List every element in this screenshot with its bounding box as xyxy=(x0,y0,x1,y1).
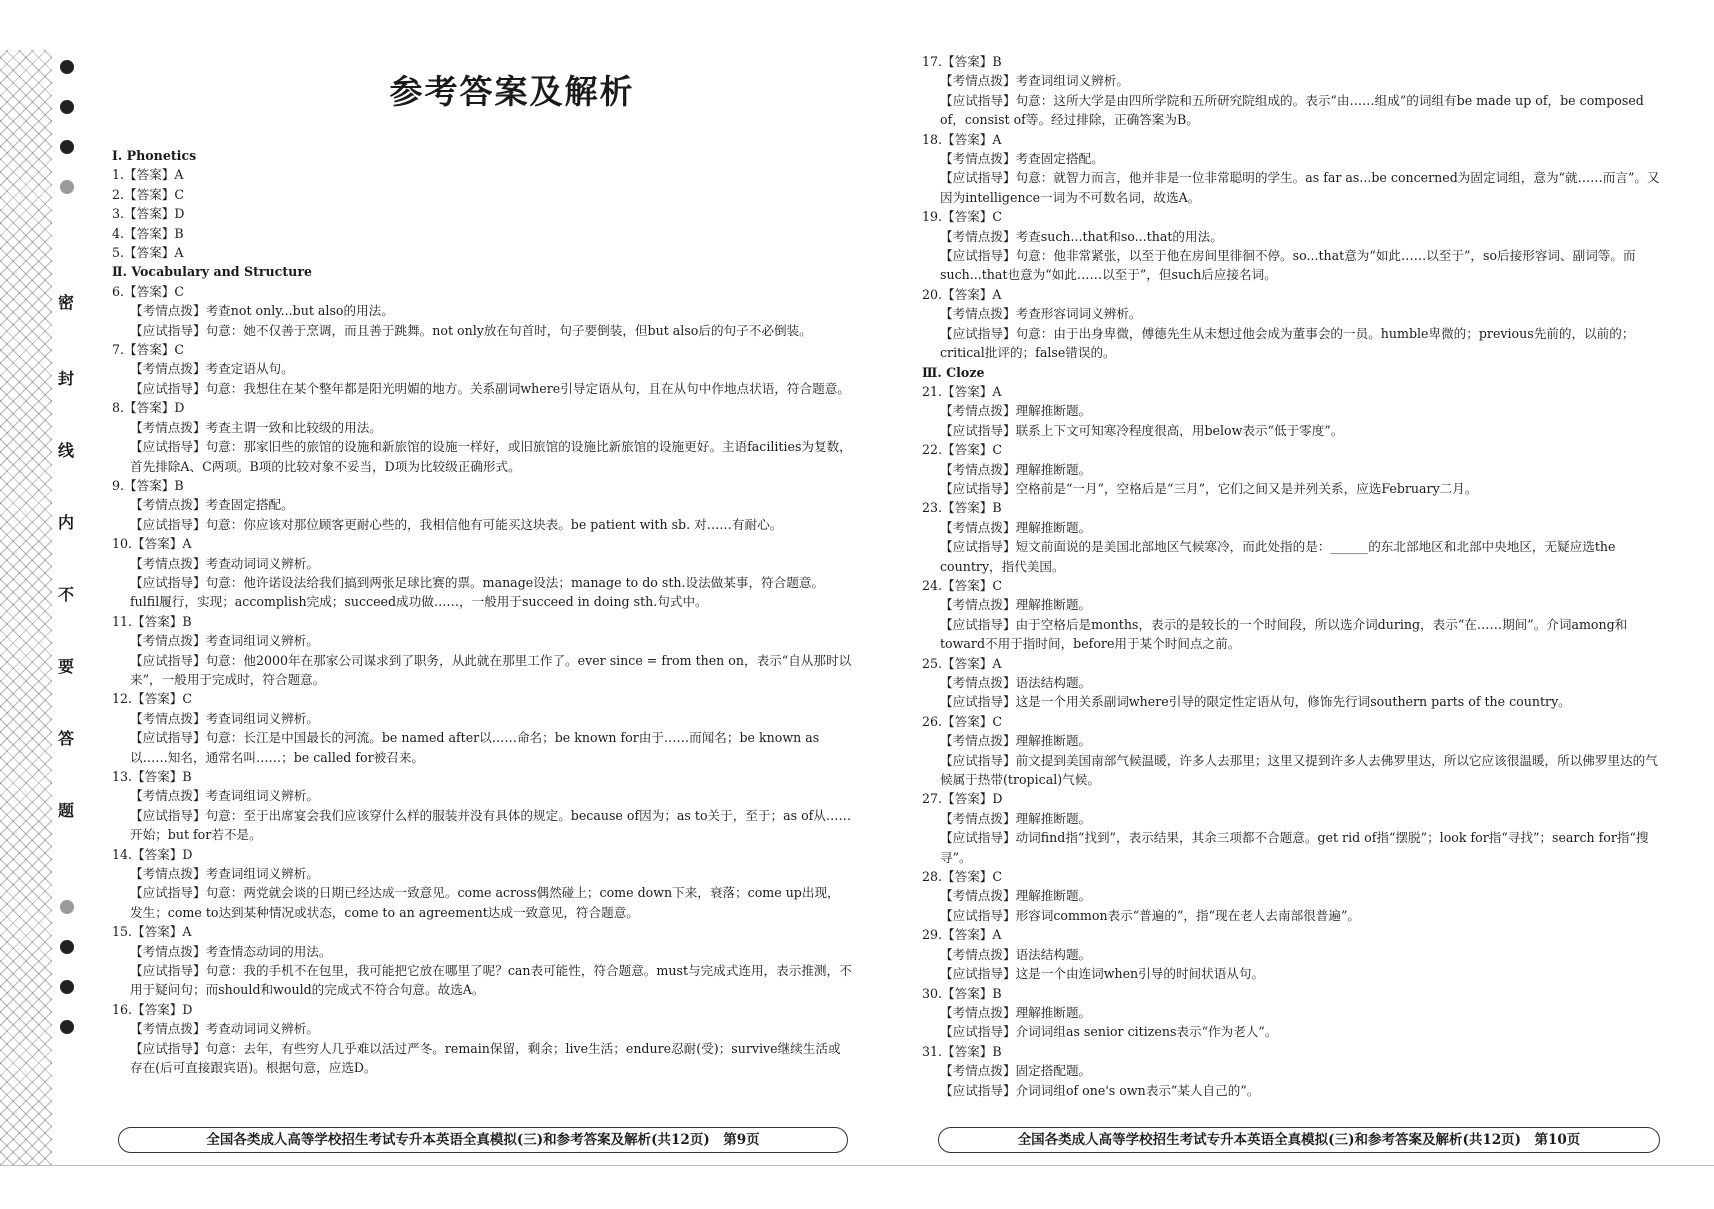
left-answer-list xyxy=(112,146,852,1078)
answer-line: 19.【答案】C xyxy=(922,209,1003,225)
explanation-line: 【应试指导】短文前面说的是美国北部地区气候寒冷，而此处指的是：______的东北部地区和北部中央地区，无疑应选the country，指代美国。 xyxy=(940,539,1616,574)
answer-line: 16.【答案】D xyxy=(112,1001,193,1017)
explanation-line: 【应试指导】句意：至于出席宴会我们应该穿什么样的服装并没有具体的规定。because of因为；as to关于，至于；as of从……开始；but for若不是。 xyxy=(130,807,852,843)
explanation-line: 【考情点拨】理解推断题。 xyxy=(940,733,1092,749)
explanation-line: 【应试指导】前文提到美国南部气候温暖，许多人去那里；这里又提到许多人去佛罗里达，所以它应该很温暖，所以佛罗里达的气候属于热带(tropical)气候。 xyxy=(940,752,1658,788)
section-heading: Ⅰ. Phonetics xyxy=(112,148,197,163)
explanation-line: 【应试指导】句意：两党就会谈的日期已经达成一致意见。come across偶然碰上；come down下来，衰落；come up出现，发生；come to达到某种情况或状态，come to an agreement达成一致意见，符合题意。 xyxy=(130,885,840,920)
answer-line: 7.【答案】C xyxy=(112,342,185,358)
explanation-line: 【应试指导】句意：她不仅善于烹调，而且善于跳舞。not only放在句首时，句子要倒装，但but also后的句子不必倒装。 xyxy=(130,322,812,338)
binding-hole-icon xyxy=(60,980,74,994)
explanation-line: 【应试指导】句意：去年，有些穷人几乎难以活过严冬。remain保留，剩余；live生活；endure忍耐(受)；survive继续生活或存在(后可直接跟宾语)。根据句意，应选D。 xyxy=(130,1040,841,1076)
section-heading: Ⅱ. Vocabulary and Structure xyxy=(112,264,312,280)
explanation-line: 【应试指导】介词词组as senior citizens表示“作为老人”。 xyxy=(940,1024,1278,1040)
answer-line: 6.【答案】C xyxy=(112,283,185,299)
answer-line: 20.【答案】A xyxy=(922,286,1002,302)
explanation-line: 【考情点拨】考查such...that和so...that的用法。 xyxy=(940,228,1223,244)
explanation-line: 【考情点拨】考查情态动词的用法。 xyxy=(130,943,332,959)
answer-line: 27.【答案】D xyxy=(922,791,1003,807)
explanation-line: 【应试指导】形容词common表示“普遍的”，指“现在老人去南部很普遍”。 xyxy=(940,907,1360,923)
explanation-line: 【考情点拨】考查词组词义辨析。 xyxy=(130,866,319,882)
explanation-line: 【应试指导】句意：由于出身卑微，傅德先生从未想过他会成为董事会的一员。humble卑微的；previous先前的，以前的；critical批评的；false错误的。 xyxy=(940,325,1635,361)
footer-left: 全国各类成人高等学校招生考试专升本英语全真模拟(三)和参考答案及解析(共12页) 第9页 xyxy=(118,1127,848,1153)
answer-line: 1.【答案】A xyxy=(112,167,184,183)
explanation-line: 【应试指导】句意：他2000年在那家公司谋求到了职务，从此就在那里工作了。ever since = from then on，表示“自从那时以来”，一般用于完成时，符合题意。 xyxy=(130,652,852,687)
answer-line: 9.【答案】B xyxy=(112,477,184,493)
explanation-line: 【考情点拨】理解推断题。 xyxy=(940,597,1092,613)
answer-line: 8.【答案】D xyxy=(112,400,185,416)
answer-line: 22.【答案】C xyxy=(922,442,1003,458)
explanation-line: 【应试指导】空格前是“一月”，空格后是“三月”，它们之间又是并列关系，应选February二月。 xyxy=(940,480,1478,496)
explanation-line: 【考情点拨】理解推断题。 xyxy=(940,1004,1092,1020)
answer-line: 5.【答案】A xyxy=(112,245,184,261)
answer-line: 26.【答案】C xyxy=(922,713,1003,729)
binding-hole-icon xyxy=(60,940,74,954)
answer-line: 3.【答案】D xyxy=(112,206,185,222)
answer-line: 31.【答案】B xyxy=(922,1043,1002,1059)
left-page xyxy=(112,0,852,1078)
answer-line: 18.【答案】A xyxy=(922,131,1002,147)
seal-line xyxy=(52,50,100,1165)
explanation-line: 【考情点拨】考查not only...but also的用法。 xyxy=(130,303,394,319)
explanation-line: 【考情点拨】考查形容词词义辨析。 xyxy=(940,306,1142,322)
explanation-line: 【考情点拨】理解推断题。 xyxy=(940,461,1092,477)
answer-line: 15.【答案】A xyxy=(112,924,192,940)
explanation-line: 【考情点拨】语法结构题。 xyxy=(940,946,1092,962)
explanation-line: 【应试指导】句意：他许诺设法给我们搞到两张足球比赛的票。manage设法；manage to do sth.设法做某事，符合题意。fulfil履行，实现；accomplish完成；succeed成功做……，一般用于succeed in doing sth.句式中。 xyxy=(130,574,825,610)
seal-character: 不 xyxy=(58,585,75,604)
explanation-line: 【应试指导】这是一个用关系副词where引导的限定性定语从句，修饰先行词southern parts of the country。 xyxy=(940,694,1571,710)
explanation-line: 【考情点拨】语法结构题。 xyxy=(940,675,1092,690)
explanation-line: 【应试指导】句意：我的手机不在包里，我可能把它放在哪里了呢？can表可能性，符合题意。must与完成式连用，表示推测，不用于疑问句；而should和would的完成式不符合句意。故选A。 xyxy=(130,963,852,998)
explanation-line: 【考情点拨】考查词组词义辨析。 xyxy=(940,73,1129,89)
explanation-line: 【考情点拨】考查词组词义辨析。 xyxy=(130,633,319,649)
answer-line: 14.【答案】D xyxy=(112,846,193,862)
explanation-line: 【考情点拨】理解推断题。 xyxy=(940,519,1092,535)
answer-line: 25.【答案】A xyxy=(922,655,1002,671)
explanation-line: 【应试指导】句意：你应该对那位顾客更耐心些的，我相信他有可能买这块表。be patient with sb. 对……有耐心。 xyxy=(130,516,783,532)
binding-hole-icon xyxy=(60,60,74,74)
seal-character: 内 xyxy=(58,513,75,532)
explanation-line: 【考情点拨】固定搭配题。 xyxy=(940,1063,1092,1079)
binding-margin-hatch xyxy=(0,50,52,1165)
explanation-line: 【应试指导】句意：长江是中国最长的河流。be named after以……命名；be known for由于……而闻名；be known as以……知名，通常名叫……；be called for被召来。 xyxy=(130,730,820,765)
explanation-line: 【考情点拨】理解推断题。 xyxy=(940,403,1092,419)
answer-line: 28.【答案】C xyxy=(922,869,1003,885)
section-heading: Ⅲ. Cloze xyxy=(922,364,985,380)
binding-hole-icon xyxy=(60,900,74,914)
explanation-line: 【应试指导】句意：那家旧些的旅馆的设施和新旅馆的设施一样好，或旧旅馆的设施比新旅馆的设施更好。主语facilities为复数，首先排除A、C两项。B项的比较对象不妥当，D项为比较级正确形式。 xyxy=(130,439,852,474)
seal-character: 答 xyxy=(58,729,75,748)
answer-line: 17.【答案】B xyxy=(922,54,1002,69)
explanation-line: 【应试指导】句意：我想住在某个整年都是阳光明媚的地方。关系副词where引导定语从句，且在从句中作地点状语，符合题意。 xyxy=(130,380,850,396)
explanation-line: 【应试指导】介词词组of one's own表示“某人自己的”。 xyxy=(940,1082,1260,1098)
explanation-line: 【考情点拨】考查词组词义辨析。 xyxy=(130,788,319,804)
explanation-line: 【考情点拨】考查动词词义辨析。 xyxy=(130,555,319,571)
binding-hole-icon xyxy=(60,140,74,154)
explanation-line: 【应试指导】动词find指“找到”，表示结果，其余三项都不合题意。get rid of指“摆脱”；look for指“寻找”；search for指“搜寻”。 xyxy=(940,830,1649,865)
explanation-line: 【考情点拨】考查词组词义辨析。 xyxy=(130,710,319,726)
binding-hole-icon xyxy=(60,100,74,114)
seal-character: 封 xyxy=(58,369,75,388)
seal-character: 要 xyxy=(58,657,75,676)
bottom-rule xyxy=(0,1165,1714,1166)
footer-right: 全国各类成人高等学校招生考试专升本英语全真模拟(三)和参考答案及解析(共12页) 第10页 xyxy=(938,1127,1660,1153)
binding-hole-icon xyxy=(60,1020,74,1034)
seal-character: 密 xyxy=(58,293,75,312)
explanation-line: 【应试指导】句意：他非常紧张，以至于他在房间里徘徊不停。so...that意为“如此……以至于”，so后接形容词、副词等。而such...that也意为“如此……以至于”，但such后应接名词。 xyxy=(940,248,1636,283)
answer-line: 30.【答案】B xyxy=(922,985,1002,1001)
explanation-line: 【考情点拨】理解推断题。 xyxy=(940,888,1092,904)
right-answer-list xyxy=(922,52,1662,1100)
answer-line: 10.【答案】A xyxy=(112,536,192,552)
answer-line: 24.【答案】C xyxy=(922,577,1003,593)
explanation-line: 【应试指导】联系上下文可知寒冷程度很高，用below表示“低于零度”。 xyxy=(940,422,1344,438)
explanation-line: 【考情点拨】考查固定搭配。 xyxy=(130,497,294,513)
explanation-line: 【考情点拨】考查固定搭配。 xyxy=(940,151,1104,167)
answer-line: 11.【答案】B xyxy=(112,613,192,629)
explanation-line: 【应试指导】由于空格后是months，表示的是较长的一个时间段，所以选介词during，表示“在……期间”。介词among和toward不用于指时间，before用于某个时间点之前。 xyxy=(940,616,1628,652)
explanation-line: 【考情点拨】考查定语从句。 xyxy=(130,361,294,377)
answer-line: 12.【答案】C xyxy=(112,691,193,707)
right-page xyxy=(922,0,1662,1100)
explanation-line: 【考情点拨】考查主谓一致和比较级的用法。 xyxy=(130,419,382,435)
explanation-line: 【应试指导】句意：这所大学是由四所学院和五所研究院组成的。表示“由……组成”的词组有be made up of，be composed of，consist of等。经过排除，正确答案为B。 xyxy=(940,92,1644,128)
explanation-line: 【应试指导】这是一个由连词when引导的时间状语从句。 xyxy=(940,966,1265,982)
explanation-line: 【考情点拨】理解推断题。 xyxy=(940,810,1092,826)
page-title: 参考答案及解析 xyxy=(389,72,635,111)
answer-line: 29.【答案】A xyxy=(922,927,1002,943)
explanation-line: 【应试指导】句意：就智力而言，他并非是一位非常聪明的学生。as far as...be concerned为固定词组，意为“就……而言”。又因为intelligence一词为不可数名词，故选A。 xyxy=(940,170,1660,205)
answer-line: 13.【答案】B xyxy=(112,769,192,784)
binding-hole-icon xyxy=(60,180,74,194)
explanation-line: 【考情点拨】考查动词词义辨析。 xyxy=(130,1021,319,1037)
answer-line: 4.【答案】B xyxy=(112,225,184,241)
answer-line: 2.【答案】C xyxy=(112,186,185,202)
seal-character: 线 xyxy=(58,441,75,460)
answer-line: 21.【答案】A xyxy=(922,383,1002,399)
answer-line: 23.【答案】B xyxy=(922,500,1002,516)
seal-character: 题 xyxy=(58,801,75,820)
